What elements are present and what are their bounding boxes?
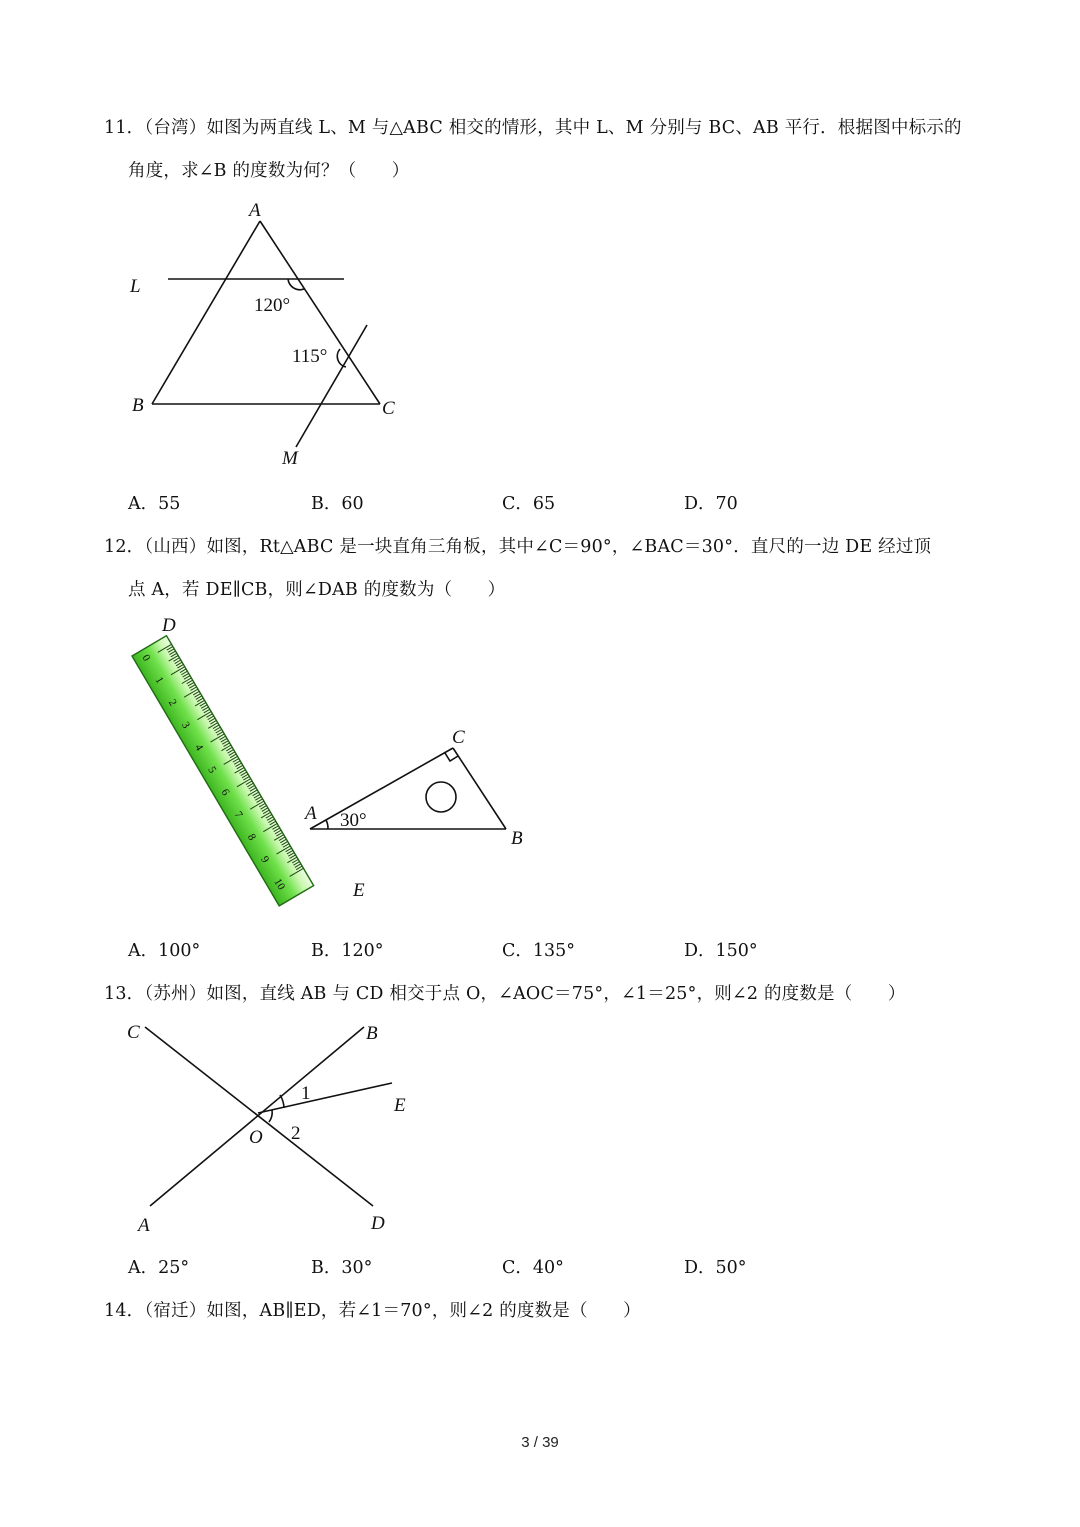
q12-ruler-tick-label: 5 — [205, 764, 219, 776]
q12-source: （山西） — [144, 537, 207, 557]
q13-option-c-letter: C． — [502, 1258, 533, 1278]
q13-label-d: D — [371, 1213, 385, 1234]
page-number: 3 / 39 — [521, 1434, 559, 1451]
q11-side-ab — [152, 221, 260, 404]
q11-source: （台湾） — [144, 118, 207, 138]
q13-option-b-letter: B． — [311, 1258, 342, 1278]
q11-text-line1 — [104, 114, 962, 139]
q13-option-a[interactable] — [128, 1254, 189, 1279]
q12-ruler-tick-label: 8 — [244, 831, 259, 843]
q13-option-b-value: 30° — [341, 1258, 373, 1278]
q14-body-line1: 如图，AB∥ED，若∠1＝70°，则∠2 的度数是（ ） — [206, 1301, 641, 1321]
q11-option-c-value: 65 — [532, 494, 556, 514]
q12-right-angle-mark — [445, 753, 458, 761]
q14-text-line1 — [104, 1297, 641, 1322]
q13-option-a-value: 25° — [158, 1258, 190, 1278]
q12-side-ac — [310, 748, 453, 829]
q11-option-d-letter: D． — [684, 494, 716, 514]
q11-label-b: B — [132, 395, 144, 416]
q12-ruler-tick-label: 9 — [258, 854, 272, 865]
q13-label-o: O — [249, 1127, 263, 1148]
q11-option-a[interactable] — [128, 490, 180, 515]
q11-label-l: L — [130, 276, 141, 297]
q12-ruler-tick-label: 4 — [192, 742, 206, 753]
q12-figure — [120, 610, 540, 920]
q11-label-c: C — [382, 398, 395, 419]
q11-text-line2: 角度，求∠B 的度数为何？（ ） — [128, 161, 410, 181]
q12-label-b: B — [511, 828, 523, 849]
q11-option-b-value: 60 — [341, 494, 364, 514]
q13-text-line1 — [104, 980, 906, 1005]
q11-angle-115: 115° — [292, 346, 328, 367]
q12-option-a-letter: A． — [128, 941, 159, 961]
q13-figure — [120, 1015, 430, 1240]
q12-arc-30 — [326, 820, 328, 829]
q12-ruler-tick-label: 3 — [178, 719, 193, 731]
q13-option-d[interactable] — [684, 1254, 747, 1279]
q13-number: 13． — [104, 984, 145, 1004]
q12-number: 12． — [104, 537, 145, 557]
q12-label-c: C — [452, 727, 465, 748]
q12-option-d-letter: D． — [684, 941, 716, 961]
q11-option-b-letter: B． — [311, 494, 342, 514]
q12-option-d-value: 150° — [715, 941, 758, 961]
q11-figure — [120, 195, 420, 475]
q12-ruler-tick-label: 1 — [152, 674, 166, 686]
q11-body-line1: 如图为两直线 L、M 与△ABC 相交的情形，其中 L、M 分别与 BC、AB 平行．根据图中标示的 — [206, 118, 962, 138]
q14-number: 14． — [104, 1301, 145, 1321]
q12-body-line1: 如图，Rt△ABC 是一块直角三角板，其中∠C＝90°，∠BAC＝30°．直尺的一边 DE 经过顶 — [206, 537, 932, 557]
q13-angle-2: 2 — [291, 1123, 301, 1144]
q12-option-c-letter: C． — [502, 941, 533, 961]
q11-number: 11． — [104, 118, 145, 138]
q13-line-ab — [150, 1027, 364, 1206]
q12-text-line1 — [104, 533, 931, 558]
q11-option-d[interactable] — [684, 490, 738, 515]
q13-label-b: B — [366, 1023, 378, 1044]
q12-option-c-value: 135° — [532, 941, 576, 961]
q11-option-a-value: 55 — [158, 494, 181, 514]
q12-option-a-value: 100° — [158, 941, 201, 961]
q12-ruler-tick-label: 10 — [271, 876, 288, 893]
q12-label-d: D — [162, 615, 176, 636]
q11-label-m: M — [282, 448, 298, 469]
q13-label-a: A — [138, 1215, 150, 1236]
q13-option-c[interactable] — [502, 1254, 564, 1279]
q12-option-d[interactable] — [684, 937, 758, 962]
q12-option-a[interactable] — [128, 937, 200, 962]
q11-line-m — [296, 325, 367, 447]
q13-option-a-letter: A． — [128, 1258, 159, 1278]
q12-option-c[interactable] — [502, 937, 575, 962]
q11-option-b[interactable] — [311, 490, 364, 515]
q12-ruler-tick-label: 2 — [165, 697, 179, 709]
q13-option-d-value: 50° — [715, 1258, 747, 1278]
q13-line-cd — [145, 1027, 373, 1206]
q13-option-d-letter: D． — [684, 1258, 716, 1278]
q11-option-d-value: 70 — [715, 494, 738, 514]
q11-option-c-letter: C． — [502, 494, 533, 514]
q14-source: （宿迁） — [144, 1301, 207, 1321]
q12-label-e: E — [353, 880, 365, 901]
q12-ruler — [132, 636, 314, 906]
q12-option-b[interactable] — [311, 937, 384, 962]
q13-option-b[interactable] — [311, 1254, 372, 1279]
q13-label-e: E — [394, 1095, 406, 1116]
q12-option-b-letter: B． — [311, 941, 342, 961]
q12-angle-30: 30° — [340, 810, 367, 831]
q12-triangle-hole — [426, 782, 456, 812]
q12-option-b-value: 120° — [341, 941, 384, 961]
q12-side-cb — [453, 748, 506, 829]
q13-body-line1: 如图，直线 AB 与 CD 相交于点 O，∠AOC＝75°，∠1＝25°，则∠2 的度数是（ ） — [206, 984, 906, 1004]
q13-arc-1 — [280, 1095, 284, 1108]
q12-ruler-tick-label: 7 — [231, 809, 245, 821]
q12-ruler-tick-label: 6 — [218, 786, 232, 798]
q12-ruler-tick-label: 0 — [139, 652, 153, 664]
q11-option-c[interactable] — [502, 490, 555, 515]
q13-option-c-value: 40° — [532, 1258, 564, 1278]
q13-source: （苏州） — [144, 984, 207, 1004]
q13-label-c: C — [127, 1022, 140, 1043]
q11-label-a: A — [249, 200, 261, 221]
q13-angle-1: 1 — [301, 1083, 311, 1104]
q13-arc-2 — [269, 1110, 272, 1122]
q11-angle-120: 120° — [254, 295, 291, 316]
q12-text-line2: 点 A，若 DE∥CB，则∠DAB 的度数为（ ） — [128, 580, 506, 600]
q12-label-a: A — [305, 803, 317, 824]
q11-option-a-letter: A． — [128, 494, 159, 514]
